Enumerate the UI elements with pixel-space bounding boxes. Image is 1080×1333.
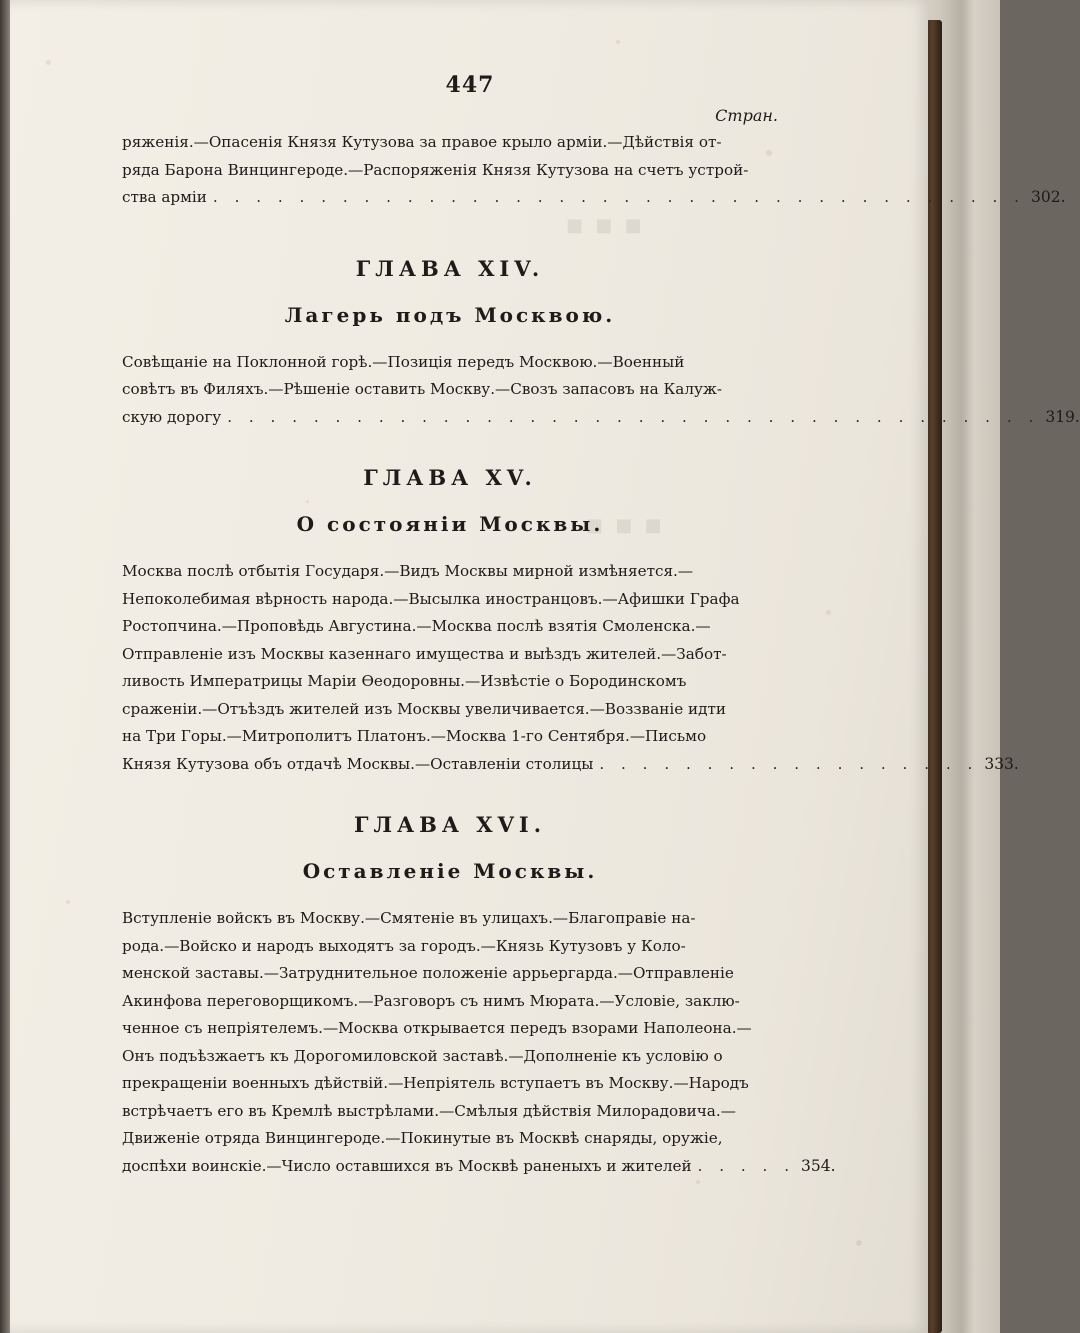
entry-line: менской заставы.—Затруднительное положеніе аррьергарда.—Отправленіе (122, 964, 734, 982)
entry-last-line (122, 751, 1019, 779)
entry-page-ref: 333. (984, 754, 1019, 773)
entry-line: рода.—Войско и народъ выходятъ за городъ.—Князь Кутузовъ у Коло- (122, 936, 686, 955)
entry-line: Ростопчина.—Проповѣдь Августина.—Москва послѣ взятія Смоленска.— (122, 617, 711, 635)
show-through: ■ ■ ■ (586, 515, 665, 536)
entry-line: Отправленіе изъ Москвы казеннаго имущества и выѣздъ жителей.—Забот- (122, 644, 727, 663)
book-page (6, 0, 1080, 1333)
chapter-title: О состояніи Москвы. (296, 512, 604, 536)
entry-last-line (122, 1153, 836, 1181)
entry-line: совѣтъ въ Филяхъ.—Рѣшеніе оставить Москву.—Свозъ запасовъ на Калуж- (122, 380, 723, 398)
chapter-heading: ГЛАВА XIV. (355, 255, 545, 281)
entry-line: ства арміи (122, 188, 207, 206)
toc-entry (122, 129, 1066, 212)
entry-page-ref: 354. (801, 1156, 836, 1175)
entry-line: Акинфова переговорщикомъ.—Разговоръ съ нимъ Мюрата.—Условіе, заклю- (122, 991, 740, 1010)
entry-line: встрѣчаетъ его въ Кремлѣ выстрѣлами.—Смѣлыя дѣйствія Милорадовича.— (122, 1101, 736, 1120)
entry-line: Непоколебимая вѣрность народа.—Высылка иностранцовъ.—Афишки Графа (122, 589, 740, 608)
table-of-contents (122, 72, 1080, 1180)
entry-page-ref: 319. (1045, 407, 1080, 426)
entry-line: ряда Барона Винцингероде.—Распоряженія Князя Кутузова на счетъ устрой- (122, 160, 749, 179)
entry-page-ref: 302. (1031, 188, 1066, 206)
entry-last-line (122, 184, 1066, 212)
entry-last-line (122, 404, 1080, 432)
entry-line: доспѣхи воинскіе.—Число оставшихся въ Москвѣ раненыхъ и жителей (122, 1156, 692, 1175)
page-left-edge (0, 0, 10, 1333)
toc-entry (122, 905, 836, 1180)
leader-dots: . . . . . . . . . . . . . . . . . . . . . . . . . . . . . . . . . . . . . . (227, 407, 1040, 426)
entry-line: Вступленіе войскъ въ Москву.—Смятеніе въ улицахъ.—Благоправіе на- (122, 909, 696, 927)
book-spine (926, 20, 942, 1333)
foxing-spot (616, 40, 620, 44)
entry-line: Совѣщаніе на Поклонной горѣ.—Позиція передъ Москвою.—Военный (122, 352, 685, 371)
entry-line: Движеніе отряда Винцингероде.—Покинутые въ Москвѣ снаряды, оружіе, (122, 1129, 723, 1147)
entry-line: Онъ подъѣзжаетъ къ Дорогомиловской заставѣ.—Дополненіе къ условію о (122, 1046, 723, 1065)
foxing-spot (46, 60, 51, 65)
entry-line: прекращеніи военныхъ дѣйствій.—Непріятель вступаетъ въ Москву.—Народъ (122, 1074, 749, 1092)
entry-line: ливость Императрицы Маріи Ѳеодоровны.—Извѣстіе о Бородинскомъ (122, 672, 687, 690)
show-through: ■ ■ ■ (566, 215, 645, 236)
leader-dots: . . . . . . . . . . . . . . . . . . . . . . . . . . . . . . . . . . . . . . (212, 188, 1025, 206)
page-number: 447 (445, 72, 495, 98)
chapter-heading: ГЛАВА XV. (363, 465, 537, 490)
entry-line: ченное съ непріятелемъ.—Москва открывается передъ взорами Наполеона.— (122, 1019, 752, 1037)
leader-dots: . . . . . . . . . . . . . . . . . . (599, 754, 979, 773)
chapter-heading: ГЛАВА XVI. (353, 812, 547, 837)
foxing-spot (856, 1240, 862, 1246)
foxing-spot (696, 1180, 700, 1184)
entry-line: Князя Кутузова объ отдачѣ Москвы.—Оставленіи столицы (122, 754, 594, 773)
foxing-spot (66, 900, 70, 904)
toc-entry (122, 558, 1019, 778)
chapter-title: Оставленіе Москвы. (302, 859, 598, 883)
entry-line: скую дорогу (122, 407, 222, 426)
entry-line: сраженіи.—Отъѣздъ жителей изъ Москвы увеличивается.—Воззваніе идти (122, 699, 727, 718)
entry-line: Москва послѣ отбытія Государя.—Видъ Москвы мирной измѣняется.— (122, 562, 694, 580)
toc-entry (122, 349, 1080, 432)
entry-line: на Три Горы.—Митрополитъ Платонъ.—Москва 1-го Сентября.—Письмо (122, 727, 707, 745)
entry-line: ряженія.—Опасенія Князя Кутузова за правое крыло арміи.—Дѣйствія от- (122, 133, 722, 151)
leader-dots: . . . . . (697, 1156, 796, 1175)
page-column-header: Стран. (715, 106, 778, 125)
foxing-spot (826, 610, 831, 615)
chapter-title: Лагерь подъ Москвою. (284, 302, 616, 327)
